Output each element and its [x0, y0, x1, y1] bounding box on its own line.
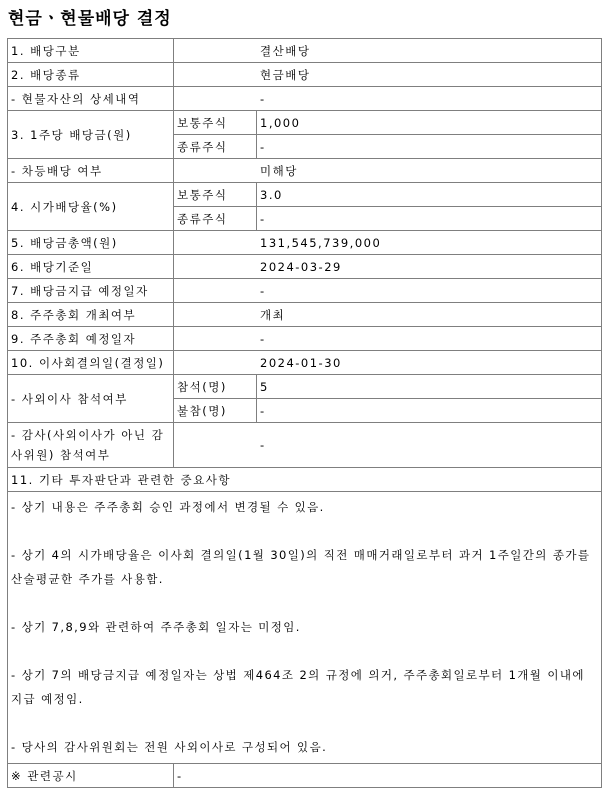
row-label: 8. 주주총회 개최여부 [8, 303, 174, 327]
related-disclosure-label: ※ 관련공시 [8, 764, 174, 788]
row-value: 5 [257, 375, 602, 399]
row-label: - 차등배당 여부 [8, 159, 174, 183]
row-label: 2. 배당종류 [8, 63, 174, 87]
row-label: 7. 배당금지급 예정일자 [8, 279, 174, 303]
note-item: - 상기 7,8,9와 관련하여 주주총회 일자는 미정임. [11, 620, 301, 634]
dividend-disclosure-table [7, 38, 602, 788]
row-label: - 사외이사 참석여부 [8, 375, 174, 423]
row-label: 1. 배당구분 [8, 39, 174, 63]
sub-label: 참석(명) [174, 375, 257, 399]
row-label: - 감사(사외이사가 아닌 감사위원) 참석여부 [8, 423, 174, 468]
row-label: 9. 주주총회 예정일자 [8, 327, 174, 351]
related-disclosure-value: - [174, 764, 602, 788]
sub-label: 종류주식 [174, 207, 257, 231]
table-row [8, 764, 602, 788]
row-value: - [174, 87, 602, 111]
table-row [8, 183, 602, 207]
table-row [8, 159, 602, 183]
table-row [8, 468, 602, 492]
section-heading: 11. 기타 투자판단과 관련한 중요사항 [8, 468, 602, 492]
row-label: 5. 배당금총액(원) [8, 231, 174, 255]
row-value: - [174, 327, 602, 351]
sub-label: 불참(명) [174, 399, 257, 423]
note-item: - 당사의 감사위원회는 전원 사외이사로 구성되어 있음. [11, 740, 328, 754]
sub-label: 보통주식 [174, 111, 257, 135]
table-row [8, 231, 602, 255]
row-label: 3. 1주당 배당금(원) [8, 111, 174, 159]
row-value: - [257, 135, 602, 159]
row-value: 1,000 [257, 111, 602, 135]
notes-cell [8, 492, 602, 764]
row-value: - [257, 207, 602, 231]
row-value: 현금배당 [174, 63, 602, 87]
row-value: - [257, 399, 602, 423]
table-row [8, 303, 602, 327]
row-value: 개최 [174, 303, 602, 327]
row-value: 3.0 [257, 183, 602, 207]
table-row [8, 327, 602, 351]
row-value: 2024-03-29 [174, 255, 602, 279]
table-row [8, 111, 602, 135]
table-row [8, 279, 602, 303]
row-label: - 현물자산의 상세내역 [8, 87, 174, 111]
row-value: 미해당 [174, 159, 602, 183]
table-row [8, 423, 602, 468]
row-value: - [174, 423, 602, 468]
sub-label: 보통주식 [174, 183, 257, 207]
table-row [8, 492, 602, 764]
row-value: 131,545,739,000 [174, 231, 602, 255]
row-label: 4. 시가배당율(%) [8, 183, 174, 231]
note-item: - 상기 내용은 주주총회 승인 과정에서 변경될 수 있음. [11, 500, 325, 514]
table-row [8, 351, 602, 375]
note-item: - 상기 4의 시가배당율은 이사회 결의일(1월 30일)의 직전 매매거래일로부터 과거 1주일간의 종가를 산술평균한 주가를 사용함. [11, 548, 591, 586]
table-row [8, 39, 602, 63]
note-item: - 상기 7의 배당금지급 예정일자는 상법 제464조 2의 규정에 의거, 주주총회일로부터 1개월 이내에 지급 예정임. [11, 668, 585, 706]
row-label: 10. 이사회결의일(결정일) [8, 351, 174, 375]
page-title: 현금ㆍ현물배당 결정 [8, 9, 172, 29]
row-label: 6. 배당기준일 [8, 255, 174, 279]
table-row [8, 87, 602, 111]
sub-label: 종류주식 [174, 135, 257, 159]
row-value: 2024-01-30 [174, 351, 602, 375]
row-value: 결산배당 [174, 39, 602, 63]
table-row [8, 375, 602, 399]
row-value: - [174, 279, 602, 303]
table-row [8, 63, 602, 87]
table-row [8, 255, 602, 279]
